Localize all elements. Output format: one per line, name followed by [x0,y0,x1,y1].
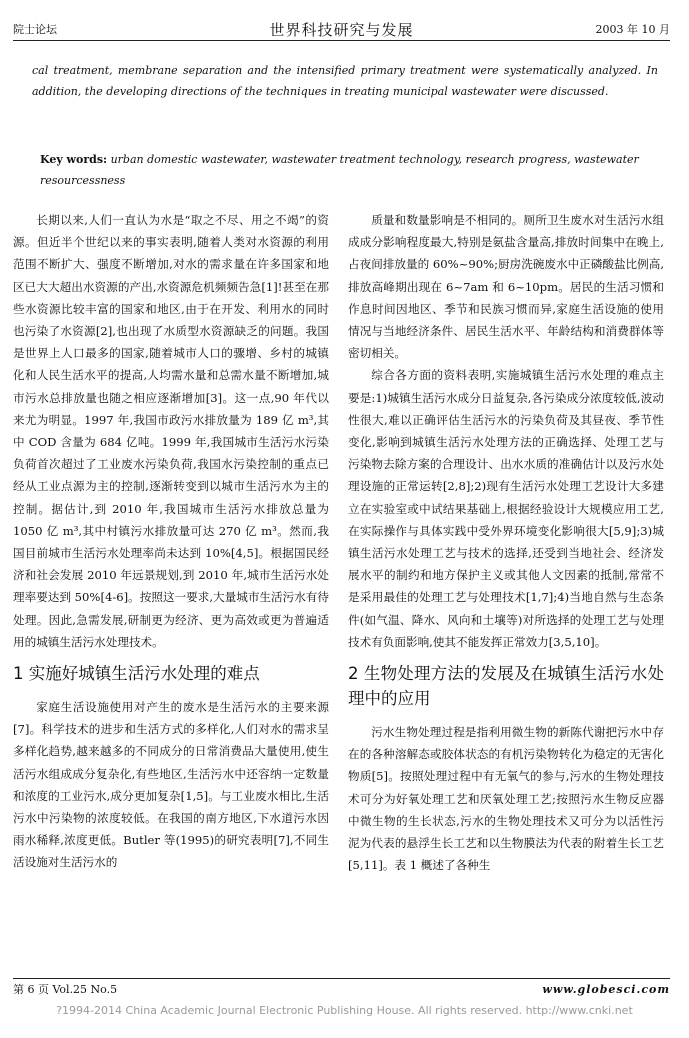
body-paragraph: 家庭生活设施使用对产生的废水是生活污水的主要来源[7]。科学技术的进步和生活方式的多样化,人们对水的需求呈多样化趋势,越来越多的不同成分的日常消费品大量使用,使生活污水组成成分复杂化,有些地区,生活污水中还容纳一定数量和浓度的工业污水,成分更加复杂[1,5]。与工业废水相比,生活污水中污染物的浓度较低。在我国的南方地区,下水道污水因雨水稀释,浓度更低。Butler 等(1995)的研究表明[7],不同生活设施对生活污水的 [13,700,329,870]
body-paragraph: 长期以来,人们一直认为水是“取之不尽、用之不竭”的资源。但近半个世纪以来的事实表明,随着人类对水资源的利用范围不断扩大、强度不断增加,对水的需求量在许多国家和地区已大大超出水资源的产出,水资源危机频频告急[1]!甚至在那些水资源比较丰富的国家和地区,由于在开发、利用水的同时也污染了水资源[2],也出现了水质型水资源缺乏的问题。我国是世界上人口最多的国家,随着城市人口的骤增、乡村的城镇化和人民生活水平的提高,人均需水量和总需水量不断增加,城市污水总排放量也随之相应逐渐增加[3]。这一点,90 年代以来尤为明显。1997 年,我国市政污水排放量为 189 亿 m³,其中 COD 含量为 684 亿吨。1999 年,我国城市生活污水污染负荷首次超过了工业废水污染负荷,我国水污染控制的重点已经从工业点源为主的控制,逐渐转变到以城市生活污水为主的控制。据估计,到 2010 年,我国城市生活污水排放总量为 1050 亿 m³,其中村镇污水排放量可达 270 亿 m³。然而,我国目前城市生活污水处理率尚未达到 10%[4,5]。根据国民经济和社会发展 2010 年远景规划,到 2010 年,城市生活污水处理率要达到 50%[4-6]。按照这一要求,大量城市生活污水有待处理。因此,急需发展,研制更为经济、更为高效或更为普遍适用的城镇生活污水处理技术。 [13,213,329,649]
right-column [348,209,664,876]
body-paragraph: 综合各方面的资料表明,实施城镇生活污水处理的难点主要是:1)城镇生活污水成分日益复杂,各污染成分浓度较低,波动性很大,难以正确评估生活污水的污染负荷及其昼夜、季节性变化,影响到城镇生活污水处理方法的正确选择、处理工艺与污染物去除方案的合理设计、出水水质的准确估计以及污水处理设施的正常运转[2,8];2)现有生活污水处理工艺设计大多建立在实验室或中试结果基础上,根据经验设计大规模应用工艺,在实际操作与具体实践中受外界环境变化影响很大[5,9];3)城镇生活污水处理工艺与技术的选择,还受到当地社会、经济发展水平的制约和地方保护主义或其他人文因素的抵制,常常不是采用最佳的处理工艺与处理技术[1,7];4)当地自然与生态条件(如气温、降水、风向和土壤等)对所选择的处理工艺与处理技术有负面影响,使其不能发挥正常效力[3,5,10]。 [348,368,664,649]
journal-title: 世界科技研究与发展 [269,21,414,39]
copyright-notice: ?1994-2014 China Academic Journal Electronic Publishing House. All rights reserved. http://www.cnki.net [56,1004,633,1017]
section-heading-2: 2 生物处理方法的发展及在城镇生活污水处理中的应用 [348,664,664,709]
keywords-label: Key words: [40,153,108,166]
keywords [40,149,658,191]
page-number: 第 6 页 Vol.25 No.5 [13,983,118,996]
issue-date: 2003 年 10 月 [595,23,670,36]
body-paragraph: 污水生物处理过程是指利用微生物的新陈代谢把污水中存在的各种溶解态或胶体状态的有机污染物转化为稳定的无害化物质[5]。按照处理过程中有无氧气的参与,污水的生物处理技术可分为好氧处理工艺和厌氧处理工艺;按照污水生物反应器中微生物的生长状态,污水的生物处理技术又可分为以活性污泥为代表的悬浮生长工艺和以生物膜法为代表的附着生长工艺[5,11]。表 1 概述了各种生 [348,725,664,873]
keywords-text: urban domestic wastewater, wastewater treatment technology, research progress, wastewater resourcessness [40,153,639,187]
section-label: 院士论坛 [13,23,57,36]
body-paragraph: 质量和数量影响是不相同的。厕所卫生废水对生活污水组成成分影响程度最大,特别是氨盐含量高,排放时间集中在晚上,占夜间排放量的 60%~90%;厨房洗碗废水中正磷酸盐比例高,排放高峰期出现在 6~7am 和 6~10pm。居民的生活习惯和作息时间因地区、季节和民族习惯而异,家庭生活设施的使用情况与当地经济条件、居民生活水平、年龄结构和消费群体等密切相关。 [348,213,664,361]
website-link[interactable]: www.globesci.com [542,983,670,996]
abstract-text: cal treatment, membrane separation and the intensified primary treatment were systematically analyzed. In addition, the developing directions of the techniques in treating municipal wastewater were discussed. [32,64,658,98]
section-heading-1: 1 实施好城镇生活污水处理的难点 [13,664,260,684]
page-footer [13,978,670,1001]
left-column [13,209,329,874]
page-header [13,20,670,41]
